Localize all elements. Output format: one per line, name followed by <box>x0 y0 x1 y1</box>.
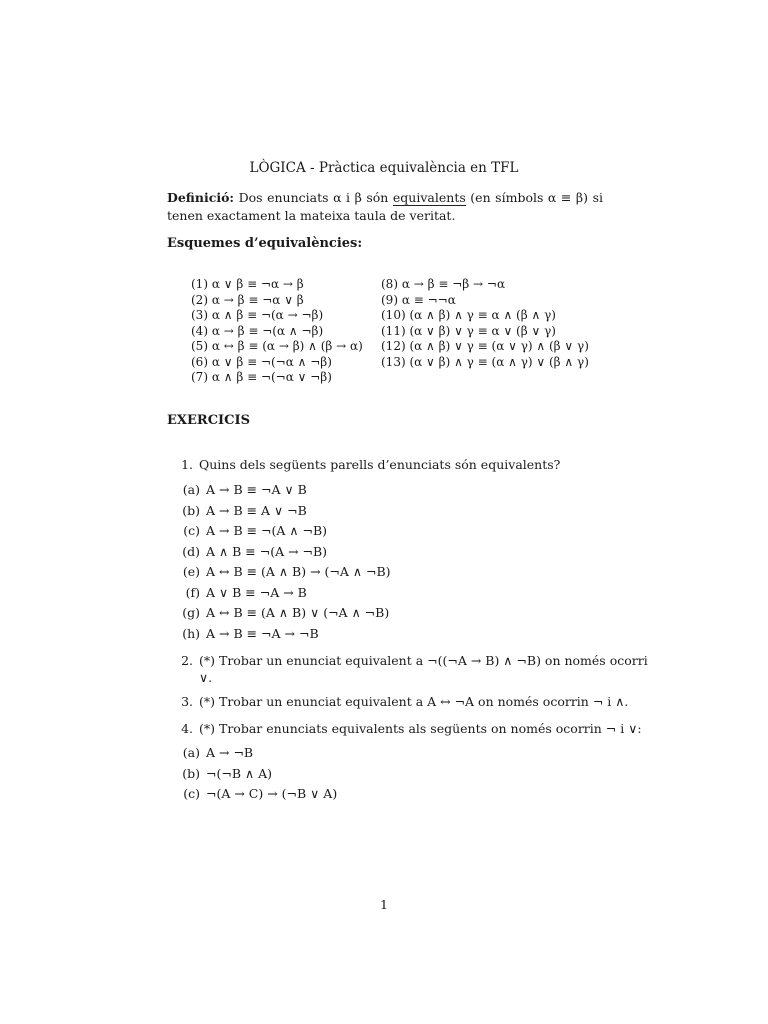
list-item <box>176 784 337 805</box>
scheme-1: (1) α ∨ β ≡ ¬α → β <box>191 277 304 291</box>
item-label: (e) <box>182 564 200 579</box>
scheme-3: (3) α ∧ β ≡ ¬(α → ¬β) <box>191 308 324 322</box>
item-formula: A → B ≡ ¬(A ∧ ¬B) <box>206 523 328 538</box>
item-formula: A → ¬B <box>206 745 254 760</box>
scheme-7: (7) α ∧ β ≡ ¬(¬α ∨ ¬β) <box>191 370 332 384</box>
exercise-text: Quins dels següents parells d’enunciats són equivalents? <box>199 457 561 472</box>
exercise-1 <box>173 457 560 472</box>
scheme-6: (6) α ∨ β ≡ ¬(¬α ∧ ¬β) <box>191 354 332 369</box>
item-label: (h) <box>182 625 200 641</box>
scheme-8: (8) α → β ≡ ¬β → ¬α <box>381 277 506 291</box>
scheme-2: (2) α → β ≡ ¬α ∨ β <box>191 292 304 307</box>
page-number: 1 <box>380 897 388 912</box>
item-label: (d) <box>182 543 200 559</box>
exercise-number: 4. <box>181 721 193 736</box>
exercise-number: 2. <box>181 653 193 668</box>
item-formula: A ↔ B ≡ (A ∧ B) → (¬A ∧ ¬B) <box>206 564 391 579</box>
exercise-3 <box>173 694 628 709</box>
exercise-2-continuation: ∨. <box>199 670 213 685</box>
definition-term: equivalents <box>392 190 466 205</box>
item-formula: A → B ≡ ¬A ∨ B <box>206 482 307 497</box>
scheme-5: (5) α ↔ β ≡ (α → β) ∧ (β → α) <box>191 339 363 353</box>
schemes-heading: Esquemes d’equivalències: <box>167 236 363 251</box>
item-label: (g) <box>182 605 200 620</box>
exercise-4-items <box>176 743 337 805</box>
item-label: (c) <box>183 523 200 538</box>
exercise-1-items <box>176 480 391 644</box>
list-item <box>176 624 391 645</box>
item-label: (f) <box>185 584 200 600</box>
scheme-11: (11) (α ∨ β) ∨ γ ≡ α ∨ (β ∨ γ) <box>381 323 556 338</box>
scheme-4: (4) α → β ≡ ¬(α ∧ ¬β) <box>191 323 324 338</box>
list-item <box>176 764 337 785</box>
list-item <box>176 583 391 604</box>
page-title: LÒGICA - Pràctica equivalència en TFL <box>249 160 519 176</box>
exercise-text: (*) Trobar enunciats equivalents als següents on només ocorrin ¬ i ∨: <box>199 721 642 736</box>
exercise-number: 1. <box>181 457 193 472</box>
item-label: (b) <box>182 765 200 781</box>
item-label: (b) <box>182 502 200 518</box>
exercises-heading: EXERCICIS <box>167 413 250 428</box>
list-item <box>176 603 391 624</box>
item-formula: A ∨ B ≡ ¬A → B <box>206 584 307 600</box>
list-item <box>176 562 391 583</box>
scheme-12: (12) (α ∧ β) ∨ γ ≡ (α ∨ γ) ∧ (β ∨ γ) <box>381 339 589 353</box>
exercise-text: (*) Trobar un enunciat equivalent a A ↔ ¬A on només ocorrin ¬ i ∧. <box>199 694 629 709</box>
schemes-left-column <box>191 277 363 386</box>
definition-text-after: (en símbols α ≡ β) si tenen exactament la mateixa taula de veritat. <box>167 190 603 223</box>
list-item <box>176 743 337 764</box>
exercise-number: 3. <box>181 694 193 709</box>
exercise-4 <box>173 721 642 736</box>
item-formula: A → B ≡ ¬A → ¬B <box>206 625 319 641</box>
schemes-right-column <box>381 277 589 370</box>
item-formula: A → B ≡ A ∨ ¬B <box>206 502 307 518</box>
item-label: (a) <box>182 482 200 497</box>
list-item <box>176 521 391 542</box>
item-formula: ¬(¬B ∧ A) <box>206 765 273 781</box>
list-item <box>176 542 391 563</box>
scheme-13: (13) (α ∨ β) ∧ γ ≡ (α ∧ γ) ∨ (β ∧ γ) <box>381 354 589 369</box>
list-item <box>176 480 391 501</box>
item-formula: A ↔ B ≡ (A ∧ B) ∨ (¬A ∧ ¬B) <box>206 605 390 620</box>
list-item <box>176 501 391 522</box>
item-formula: A ∧ B ≡ ¬(A → ¬B) <box>206 543 328 559</box>
item-label: (c) <box>183 786 200 801</box>
scheme-9: (9) α ≡ ¬¬α <box>381 292 456 307</box>
exercise-2 <box>173 653 648 668</box>
scheme-10: (10) (α ∧ β) ∧ γ ≡ α ∧ (β ∧ γ) <box>381 308 556 322</box>
item-formula: ¬(A → C) → (¬B ∨ A) <box>206 786 338 801</box>
item-label: (a) <box>182 745 200 760</box>
definition-text-before: Dos enunciats α i β són <box>234 190 393 205</box>
definition-paragraph <box>167 189 603 225</box>
definition-label: Definició: <box>167 190 235 205</box>
exercise-text: (*) Trobar un enunciat equivalent a ¬((¬A → B) ∧ ¬B) on només ocorri <box>199 653 648 668</box>
